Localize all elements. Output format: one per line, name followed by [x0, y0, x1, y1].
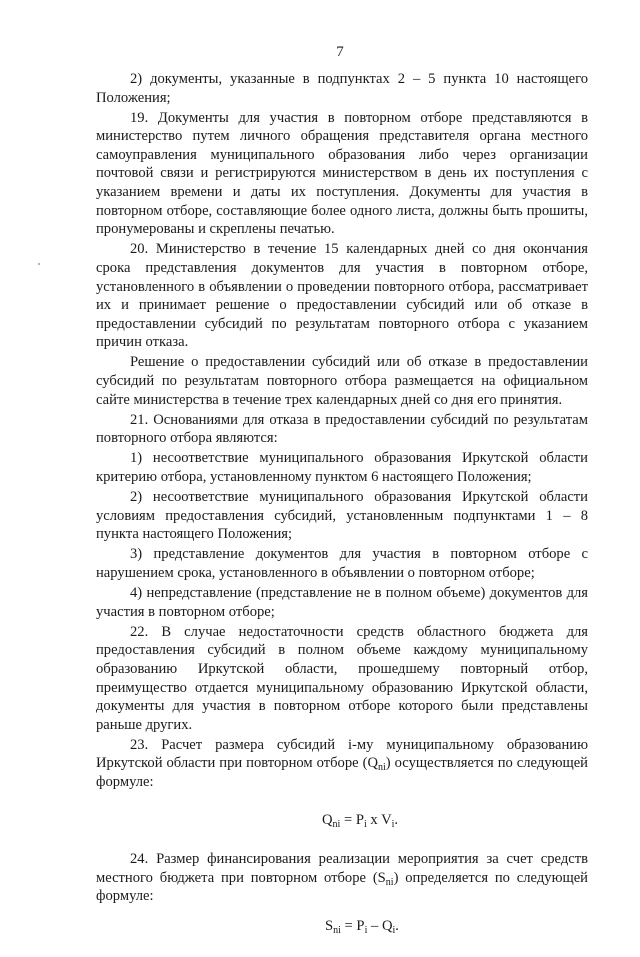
formula-s-p-subscript: i	[364, 924, 368, 936]
paragraph-24-text-start: 24. Размер финансирования реализации мероприятия за счет средств местного бюджета при повторном отборе (S	[96, 851, 588, 886]
paragraph-21-item-3: 3) представление документов для участия в повторном отборе с нарушением срока, установленного в объявлении о повторном отборе;	[96, 546, 588, 581]
paragraph-23-text-start: 23. Расчет размера субсидий i-му муниципальному образованию Иркутской области при повторном отборе (Q	[96, 736, 588, 772]
paragraph-21-item-1: 1) несоответствие муниципального образования Иркутской области критерию отбора, установленному пунктом 6 настоящего Положения;	[96, 450, 588, 485]
formula-s-equals: = P	[340, 917, 365, 934]
paragraph-20-decision: Решение о предоставлении субсидий или об отказе в предоставлении субсидий по результатам повторного отбора размещается на официальном сайте министерства в течение трех календарных дней со дня его принятия.	[96, 354, 588, 408]
formula-q-lhs: Q	[322, 811, 333, 828]
document-body	[96, 70, 588, 957]
paragraph-23-text-end: ) осуществляется по следующей формуле:	[96, 755, 588, 790]
paragraph-21-item-4: 4) непредставление (представление не в полном объеме) документов для участия в повторном отборе;	[96, 585, 588, 620]
formula-s	[96, 917, 588, 936]
formula-q-p-subscript: i	[363, 818, 367, 830]
formula-q-equals: = P	[340, 811, 364, 828]
paragraph-23	[96, 736, 588, 792]
paragraph-20: 20. Министерство в течение 15 календарных дней со дня окончания срока представления документов для участия в повторном отборе, установленного в объявлении о проведении повторного отбора, рассматривает их и принимает решение о предоставлении субсидий или об отказе в предоставлении субсидий по результатам повторного отбора с указанием причин отказа.	[96, 241, 588, 351]
page-number: 7	[336, 44, 344, 60]
formula-q-v-subscript: i	[391, 818, 395, 830]
formula-q-lhs-subscript: ni	[332, 818, 341, 830]
paragraph-18-item-2: 2) документы, указанные в подпунктах 2 – 5 пункта 10 настоящего Положения;	[96, 71, 588, 106]
formula-s-lhs: S	[325, 917, 334, 934]
paragraph-24-subscript: ni	[385, 876, 394, 888]
paragraph-21-item-2: 2) несоответствие муниципального образования Иркутской области условиям предоставления субсидий, установленным подпунктами 1 – 8 пункта настоящего Положения;	[96, 489, 588, 543]
paragraph-19: 19. Документы для участия в повторном отборе представляются в министерство путем личного обращения представителя органа местного самоуправления муниципального образования либо через организации почтовой связи и регистрируются министерством в день их поступления с указанием времени и даты их поступления. Документы для участия в повторном отборе, составляющие более одного листа, должны быть прошиты, пронумерованы и скреплены печатью.	[96, 109, 588, 238]
formula-s-end: .	[395, 917, 399, 934]
scan-mark	[38, 263, 40, 265]
paragraph-23-subscript: ni	[378, 762, 386, 774]
formula-s-lhs-subscript: ni	[333, 924, 341, 936]
paragraph-22: 22. В случае недостаточности средств областного бюджета для предоставления субсидий в полном объеме каждому муниципальному образованию Иркутской области, прошедшему повторный отбор, преимущество отдается муниципальному образованию Иркутской области, документы для участия в повторном отборе которого были представлены раньше других.	[96, 623, 588, 733]
formula-q-times: x V	[366, 811, 392, 828]
paragraph-21: 21. Основаниями для отказа в предоставлении субсидий по результатам повторного отбора являются:	[96, 411, 588, 447]
paragraph-24-text-end: ) определяется по следующей формуле:	[96, 869, 588, 905]
formula-s-minus: – Q	[367, 917, 393, 934]
formula-q-end: .	[394, 811, 399, 828]
formula-s-q-subscript: i	[392, 924, 396, 936]
formula-q	[96, 811, 588, 830]
